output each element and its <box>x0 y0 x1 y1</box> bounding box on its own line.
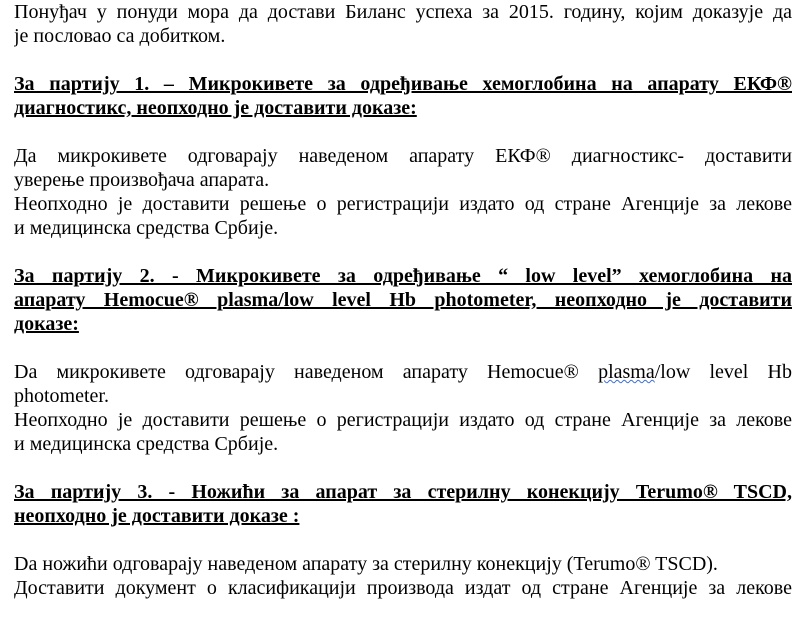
heading-line: За партију 3. - Ножићи за апарат за стерилну конекцију Terumo® TSCD, <box>14 481 792 503</box>
spellcheck-flagged-word: plasma <box>598 361 655 383</box>
heading-line: За партију 1. – Микрокивете за одређивање хемоглобина на апарату ЕКФ® <box>14 73 792 95</box>
text-line: Da ножићи одговарају наведеном апарату за стерилну конекцију (Terumo® TSCD). <box>14 553 718 575</box>
text-line: Неопходно је доставити решење о регистрацији издато од стране Агенције за лекове <box>14 409 792 431</box>
lot2-body <box>14 360 792 456</box>
heading-line: диагностикс, неопходно је доставити доказе: <box>14 97 417 119</box>
document-page <box>14 0 792 600</box>
heading-line: За партију 2. - Микрокивете за одређивање “ low level” хемоглобина на <box>14 265 792 287</box>
text-line: Da микрокивете одговарају наведеном апарату Hemocue® plasma/low level Hb <box>14 361 792 383</box>
text-line: и медицинска средства Србије. <box>14 433 279 455</box>
lot2-heading <box>14 264 792 336</box>
text-line: photometer. <box>14 385 109 407</box>
lot1-body <box>14 144 792 240</box>
heading-line: апарату Hemocue® plasma/low level Hb photometer, неопходно је доставити <box>14 289 792 311</box>
text-line: Понуђач у понуди мора да достави Биланс успеха за 2015. годину, којим доказује да <box>14 1 792 23</box>
text-line: је пословао са добитком. <box>14 25 226 47</box>
text-line: Да микрокивете одговарају наведеном апарату ЕКФ® диагностикс- доставити <box>14 145 792 167</box>
lot3-body <box>14 552 792 600</box>
text-line: и медицинска средства Србије. <box>14 217 279 239</box>
paragraph-gap <box>14 336 792 360</box>
heading-line: доказе: <box>14 313 79 335</box>
paragraph-gap <box>14 528 792 552</box>
intro-paragraph <box>14 0 792 48</box>
text-line: Неопходно је доставити решење о регистрацији издато од стране Агенције за лекове <box>14 193 792 215</box>
paragraph-gap <box>14 48 792 72</box>
lot3-heading <box>14 480 792 528</box>
paragraph-gap <box>14 120 792 144</box>
heading-line: неопходно је доставити доказе : <box>14 505 300 527</box>
lot1-heading <box>14 72 792 120</box>
text-line: уверење произвођача апарата. <box>14 169 270 191</box>
text-line: Доставити документ о класификацији производа издат од стране Агенције за лекове <box>14 577 792 599</box>
paragraph-gap <box>14 240 792 264</box>
paragraph-gap <box>14 456 792 480</box>
